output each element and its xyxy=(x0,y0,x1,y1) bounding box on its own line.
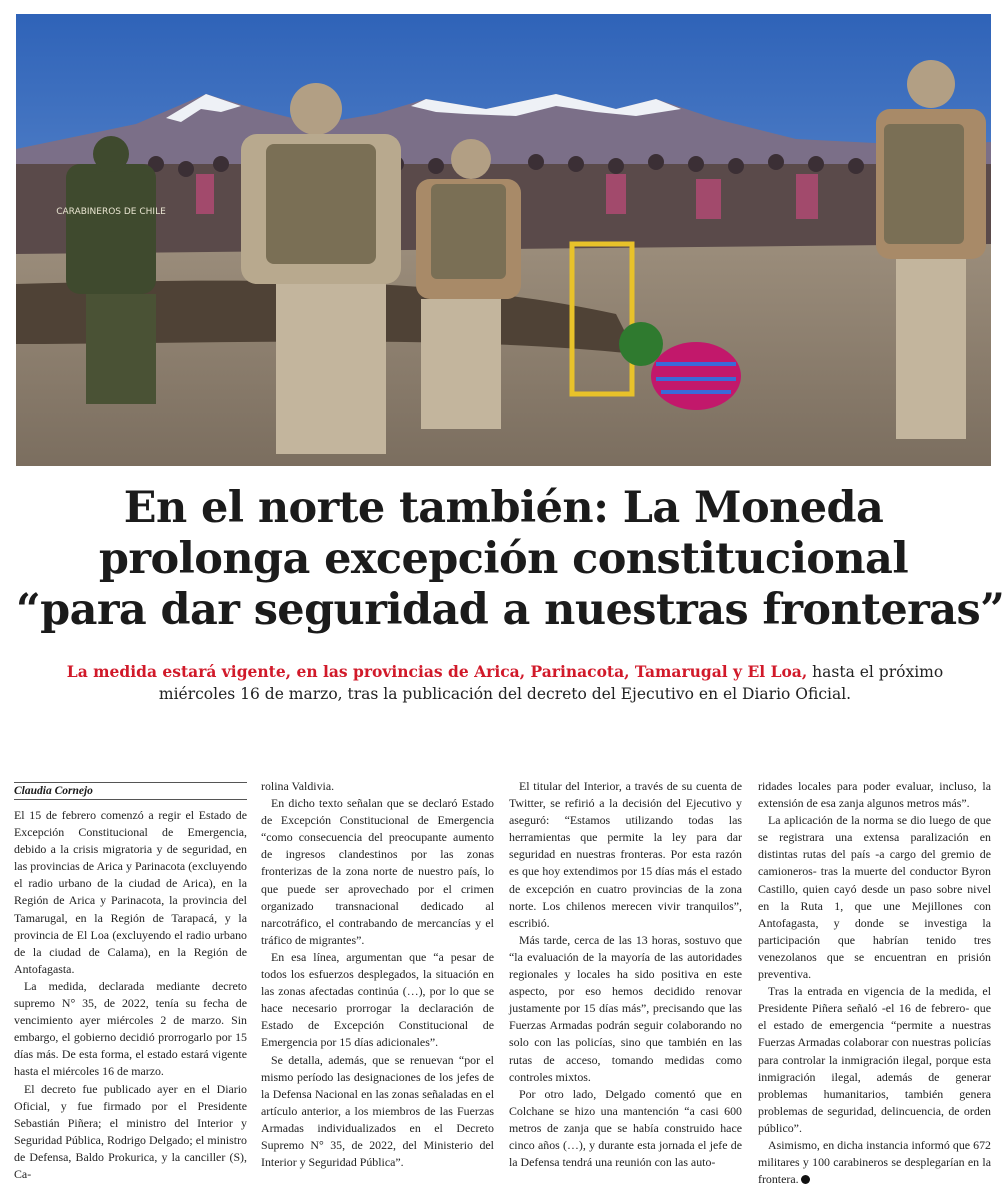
byline: Claudia Cornejo xyxy=(14,782,247,800)
paragraph: La medida, declarada mediante decreto supremo N° 35, de 2022, tenía su fecha de vencimiento ayer miércoles 2 de marzo. Sin embargo, el gobierno decidió prorrogarlo por 15 días más. De esta forma, el estado estará vigente hasta el miércoles 16 de marzo. xyxy=(14,978,247,1079)
paragraph: Tras la entrada en vigencia de la medida, el Presidente Piñera señaló -el 16 de febrero- que el estado de emergencia “permite a nuestras Fuerzas Armadas colaborar con nuestras policías para controlar la inmigración ilegal, porque esta inmigración ilegal, además de generar problemas humanitarios, también genera problemas de seguridad, delincuencia, de orden público”. xyxy=(758,984,991,1135)
paragraph: El titular del Interior, a través de su cuenta de Twitter, se refirió a la decisión del Ejecutivo y aseguró: “Estamos utilizando todas las herramientas que permite la ley para dar seguridad en nuestras fronteras. Por esta razón es que hoy extendimos por 15 días más el estado de excepción en cuatro provincias de la zona norte. Los chilenos merecen vivir tranquilos”, escribió. xyxy=(509,779,742,930)
article-column-1 xyxy=(14,807,247,1183)
striped-bag xyxy=(651,342,741,410)
paragraph: En dicho texto señalan que se declaró Estado de Excepción Constitucional de Emergencia “como consecuencia del preocupante aumento de ingresos clandestinos por las zonas fronterizas de la zona norte de nuestro país, lo que puede ser aprovechado por el crimen organizado transnacional dedicado al narcotráfico, el contrabando de mercancías y el tráfico de migrantes”. xyxy=(261,796,494,947)
paragraph: La aplicación de la norma se dio luego de que se registrara una extensa paralización en distintas rutas del país -a cargo del gremio de camioneros- tras la muerte del conductor Byron Castillo, quien cayó desde un paso sobre nivel en la Ruta 1, que une Mejillones con Antofagasta, y donde se investiga la participación que habrían tenido tres venezolanos que se encuentran en prisión preventiva. xyxy=(758,813,991,982)
plant-bundle xyxy=(619,322,663,366)
paragraph-text: Asimismo, en dicha instancia informó que 672 militares y 100 carabineros se desplegarían en la frontera. xyxy=(758,1137,991,1187)
paragraph: El 15 de febrero comenzó a regir el Estado de Excepción Constitucional de Emergencia, debido a la crisis migratoria y de seguridad, en las provincias de Arica y Parinacota (excluyendo el radio urbano de la ciudad de Arica), en la Región de Arica y Parinacota, la provincia del Tamarugal, en la Región de Tarapacá, y la provincia de El Loa (excluyendo el radio urbano de la ciudad de Calama), en la Región de Antofagasta. xyxy=(14,808,247,976)
lede xyxy=(40,661,970,705)
paragraph: Más tarde, cerca de las 13 horas, sostuvo que “la evaluación de la mayoría de las autoridades regionales y locales ha sido positiva en este aspecto, por eso hemos decidido renovar justamente por 15 días más”, precisando que las Fuerzas Armadas podrán seguir colaborando no solo con las policías, sino que también en las rutas de acceso, tomando medidas como controles mixtos. xyxy=(509,932,742,1084)
paragraph: El decreto fue publicado ayer en el Diario Oficial, y fue firmado por el Presidente Sebastián Piñera; el ministro del Interior y Seguridad Pública, Rodrigo Delgado; el ministro de Defensa, Baldo Prokurica, y la canciller (S), Ca- xyxy=(14,1081,247,1181)
headline-line: En el norte también: La Moneda xyxy=(123,483,884,533)
paragraph: Se detalla, además, que se renuevan “por el mismo período las designaciones de los jefes de la Defensa Nacional en las zonas señaladas en el artículo anterior, a los miembros de las Fuerzas Armadas individualizados en el Decreto Supremo N° 35, de 2022, del Ministerio del Interior y Seguridad Pública”. xyxy=(261,1052,494,1170)
paragraph: Por otro lado, Delgado comentó que en Colchane se hizo una mantención “a casi 600 metros de zanja que se había construido hace cinco años (…), y durante esta jornada el jefe de la Defensa tendrá una reunión con las auto- xyxy=(509,1086,742,1170)
headline-line: prolonga excepción constitucional xyxy=(98,534,909,584)
lead-photo xyxy=(16,14,991,466)
svg-text:CARABINEROS DE CHILE: CARABINEROS DE CHILE xyxy=(56,207,166,217)
article-column-2 xyxy=(261,778,494,1171)
article-column-4 xyxy=(758,778,991,1188)
headline-line: “para dar seguridad a nuestras fronteras” xyxy=(16,585,1004,635)
paragraph: ridades locales para poder evaluar, incluso, la extensión de esa zanja algunos metros más”. xyxy=(758,779,991,811)
end-of-article-icon xyxy=(801,1175,810,1184)
article-column-3 xyxy=(509,778,742,1171)
headline xyxy=(16,483,1004,636)
paragraph: En esa línea, argumentan que “a pesar de todos los esfuerzos desplegados, la situación en las zonas afectadas continúa (…), por lo que se hace necesario prorrogar la declaración de Estado de Excepción Constitucional de Emergencia por 15 días adicionales”. xyxy=(261,949,494,1050)
photo-illustration xyxy=(16,14,991,466)
lede-highlight: La medida estará vigente, en las provincias de Arica, Parinacota, Tamarugal y El Loa, xyxy=(66,662,808,681)
paragraph xyxy=(758,1137,991,1188)
lede-text: hasta el próximo miércoles 16 de marzo, tras la publicación del decreto del Ejecutivo en el Diario Oficial. xyxy=(158,663,944,703)
paragraph: rolina Valdivia. xyxy=(261,779,335,793)
